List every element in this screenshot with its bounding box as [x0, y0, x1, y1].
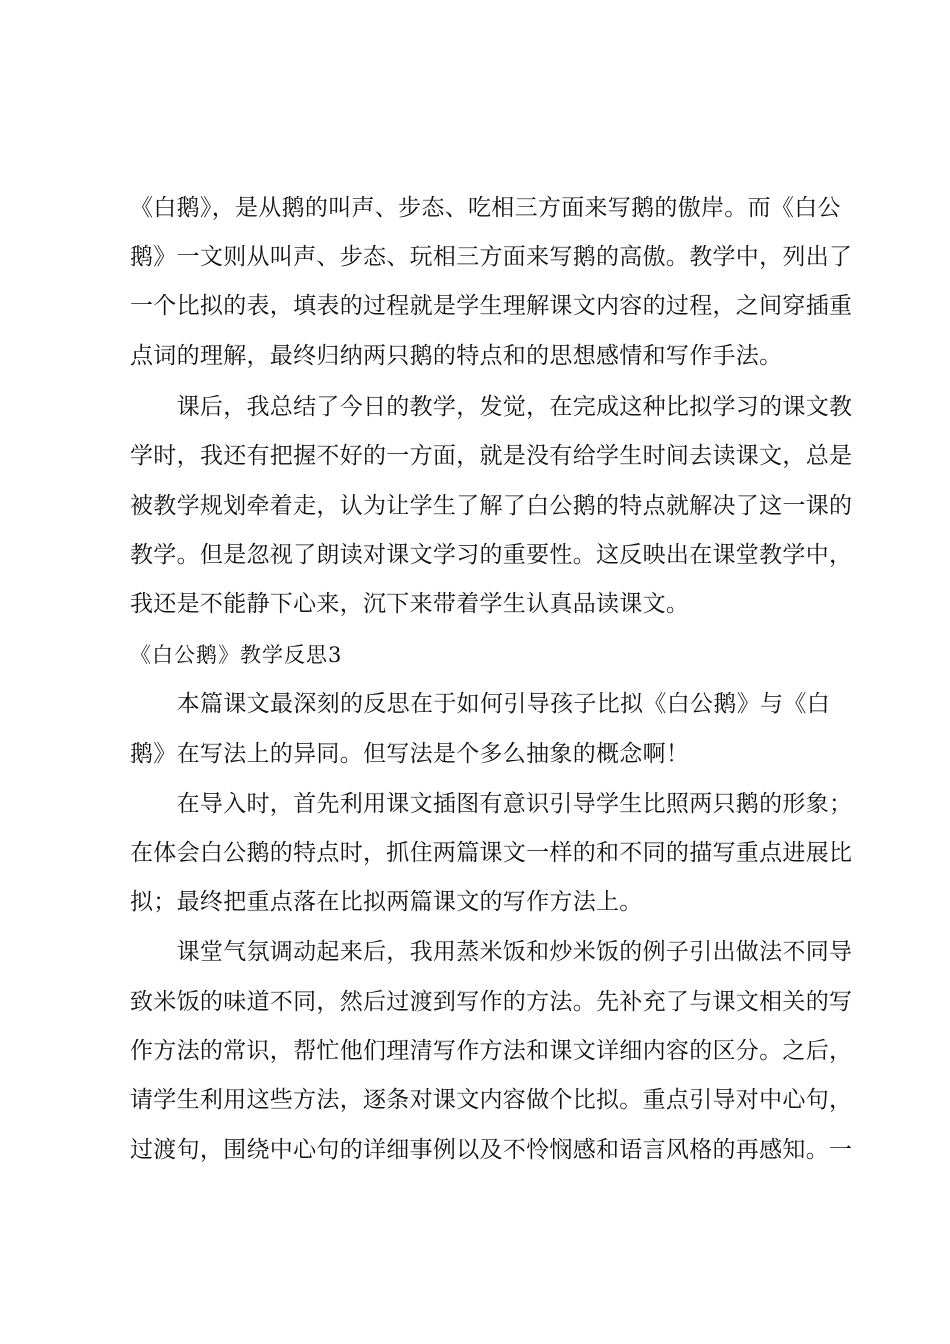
paragraph-1-line-4: 点词的理解，最终归纳两只鹅的特点和的思想感情和写作手法。 [130, 343, 783, 369]
paragraph-2-line-2: 学时，我还有把握不好的一方面，就是没有给学生时间去读课文，总是 [130, 443, 853, 469]
paragraph-4-line-1: 在导入时，首先利用课文插图有意识引导学生比照两只鹅的形象； [130, 791, 853, 817]
paragraph-4-line-2: 在体会白公鹅的特点时，抓住两篇课文一样的和不同的描写重点进展比 [130, 840, 853, 866]
paragraph-3-line-2: 鹅》在写法上的异同。但写法是个多么抽象的概念啊！ [130, 741, 690, 767]
paragraph-2-line-3: 被教学规划牵着走，认为让学生了解了白公鹅的特点就解决了这一课的 [130, 493, 853, 519]
paragraph-2-line-5: 我还是不能静下心来，沉下来带着学生认真品读课文。 [130, 591, 690, 617]
paragraph-1-line-2: 鹅》一文则从叫声、步态、玩相三方面来写鹅的高傲。教学中，列出了 [130, 244, 853, 270]
paragraph-1-line-3: 一个比拟的表，填表的过程就是学生理解课文内容的过程，之间穿插重 [130, 293, 853, 319]
paragraph-5-line-2: 致米饭的味道不同，然后过渡到写作的方法。先补充了与课文相关的写 [130, 989, 853, 1015]
section-heading: 《白公鹅》教学反思3 [130, 643, 343, 667]
paragraph-4-line-3: 拟；最终把重点落在比拟两篇课文的写作方法上。 [130, 889, 643, 915]
paragraph-5-line-3: 作方法的常识，帮忙他们理清写作方法和课文详细内容的区分。之后， [130, 1038, 853, 1064]
paragraph-5-line-5: 过渡句，围绕中心句的详细事例以及不怜悯感和语言风格的再感知。一 [130, 1137, 853, 1163]
paragraph-5-line-1: 课堂气氛调动起来后，我用蒸米饭和炒米饭的例子引出做法不同导 [130, 939, 853, 965]
paragraph-2-line-4: 教学。但是忽视了朗读对课文学习的重要性。这反映出在课堂教学中， [130, 542, 853, 568]
paragraph-3-line-1: 本篇课文最深刻的反思在于如何引导孩子比拟《白公鹅》与《白 [130, 691, 830, 717]
paragraph-5-line-4: 请学生利用这些方法，逐条对课文内容做个比拟。重点引导对中心句， [130, 1087, 853, 1113]
paragraph-1-line-1: 《白鹅》，是从鹅的叫声、步态、吃相三方面来写鹅的傲岸。而《白公 [130, 195, 841, 221]
paragraph-2-line-1: 课后，我总结了今日的教学，发觉，在完成这种比拟学习的课文教 [130, 394, 853, 420]
